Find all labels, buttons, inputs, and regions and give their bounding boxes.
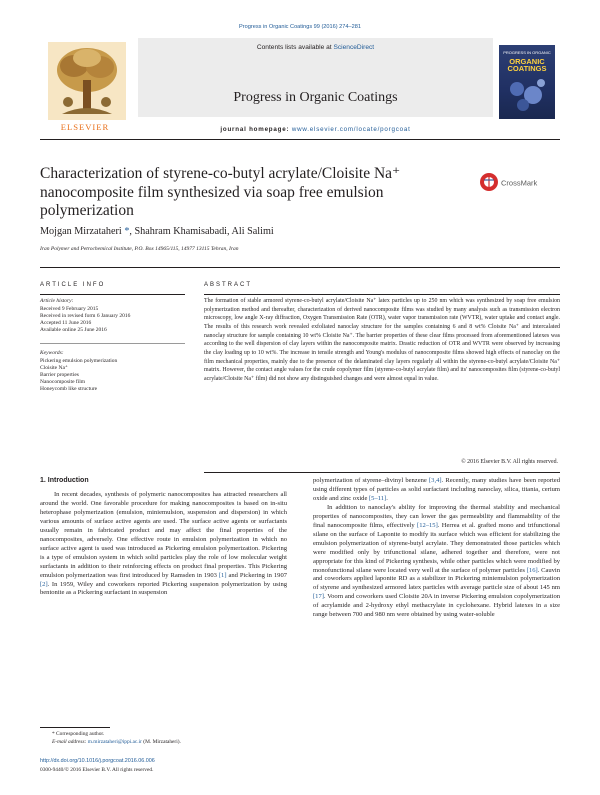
corresponding-author-note: * Corresponding author. [52,731,105,737]
footnote-rule [40,727,110,728]
reference-link[interactable]: [2] [40,580,48,588]
keyword-item: Nanocomposite film [40,379,86,386]
doi-link[interactable]: http://dx.doi.org/10.1016/j.porgcoat.2016.06.006 [40,758,155,764]
introduction-heading: 1. Introduction [40,477,89,484]
author-rest: , Shahram Khamisabadi, Ali Salimi [129,226,274,237]
author-list [40,226,274,237]
abstract-copyright: © 2016 Elsevier B.V. All rights reserved. [461,459,558,465]
text-run: . In 1959, Wiley and coworkers reported Pickering suspension polymerization by using bentonite as a Pickering surfactant in suspension [40,580,287,597]
abstract-text: The formation of stable armored styrene-co-butyl acrylate/Cloisite Na⁺ latex particles up to 250 nm which was synthesized by soap free emulsion polymerization method and thereafter, characterization of derived nanocomposite films was studied by many analysis such as transmission electron microscopy, low angle X-ray diffraction, Oxygen Transmission Rate (OTR), water vapor transmission rate (WVTR), water uptake and contact angle. The results of this research work revealed exfoliated nanoclay structure for the samples containing 6 and 8 wt% Cloisite Na⁺ and intercalated nanoclay structure for sample containing 10 wt% Cloisite Na⁺. The barrier properties of these clear films processed from aforementioned latexes was according to the well dispersion of clay layers within the nanocomposite matrix. Drastic reduction of OTR and WVTR were observed by increasing the clay loading up to 10 wt%. The increase in tensile strength and Young's modulus of nanocomposite films showed high effects of nanoclay on the film mechanical properties, mainly due to the presence of the delaminated clay layers regularly all within the styrene-co-butyl acrylate/Cloisite Na⁺ matrix. However, the contact angle values for the crude copolymer film (styrene-co-butyl acrylate film) and its' nanocomposites film (styrene-co-butyl acrylate/Cloisite Na⁺ film) did not show any distinguished changes and were almost equal in value. [204,298,560,382]
keyword-item: Cloisite Na⁺ [40,365,68,372]
history-item: Received in revised form 6 January 2016 [40,313,131,320]
text-run: In recent decades, synthesis of polymeric nanocomposites has attracted researchers all around the world. One favorable procedure for making nanocomposites is based on in-situ heterophase polymerization (emulsion, miniemulsion, suspension and dispersion) in which various amounts of surface active agents are used. The surface active agents or surfactants usually remain in fabricated product and may affect the final properties of the nanocomposites, adversely. One effective route in emulsion polymerization in which no surface active agent is used was introduced as Pickering emulsion polymerization. Pickering is a type of emulsion system in which solid particles play the role of low molecular weight surfactants in addition to their reinforcing effects on product final properties. This Pickering emulsion polymerization was first introduced by Ramsden in 1903 [40,491,287,579]
header-divider [40,139,560,140]
sciencedirect-link[interactable]: ScienceDirect [333,44,375,51]
contents-prefix: Contents lists available at [256,44,334,51]
reference-link[interactable]: [5–11] [369,494,387,502]
reference-link[interactable]: [17] [313,593,324,601]
cover-graphic [505,75,549,115]
body-column-left [40,491,287,598]
abstract-heading: ABSTRACT [204,282,253,288]
reference-link[interactable]: [12–15] [417,521,438,529]
text-run: . [386,494,388,502]
reference-link[interactable]: [3,4] [428,477,442,484]
keyword-item: Honeycomb like structure [40,386,98,393]
homepage-label: journal homepage: [220,126,292,133]
intro-paragraph-2 [313,504,560,620]
history-label: Article history: [40,298,74,304]
contents-line [138,44,493,51]
cover-title-small: PROGRESS IN ORGANIC [503,50,551,55]
text-run: polymerization of styrene–divinyl benzene [313,477,429,484]
author-affiliation: Iran Polymer and Petrochemical Institute, P.O. Box 14965/115, 14977 13115 Tehran, Iran [40,246,239,252]
journal-homepage [138,126,493,133]
crossmark-label: CrossMark [501,178,538,188]
email-link[interactable]: m.mirzataheri@ippi.ac.ir [87,739,142,745]
journal-cover-image [499,45,555,119]
reference-link[interactable]: [16] [526,566,538,574]
email-suffix: (M. Mirzataheri). [141,739,181,745]
keyword-item: Pickering emulsion polymerization [40,358,118,364]
history-item: Accepted 11 June 2016 [40,320,92,327]
intro-paragraph-1 [40,491,287,598]
abstract-end-rule [204,472,560,473]
reference-link[interactable]: [1] [218,571,227,579]
elsevier-wordmark: ELSEVIER [60,122,110,132]
abstract-rule [204,294,560,295]
email-label: E-mail address: [52,739,88,745]
text-run: . Cauvin and coworkers applied laponite RD as a stabilizer in Pickering miniemulsion polymerization of styrene and synthesized armored latex particles with average particle size of about 145 nm [313,566,561,592]
homepage-url[interactable]: www.elsevier.com/locate/porgcoat [291,126,411,133]
article-title: Characterization of styrene-co-butyl acrylate/Cloisite Na⁺ nanocomposite film synthesized via soap free emulsion polymerization [40,165,401,219]
title-divider [40,267,560,268]
text-run: . Herrea et al. grafted mono and trifunctional silane on the surface of Laponite to modify its surface which was efficient for stabilizing the emulsion polymerization of styrene-butyl acrylate. They demonstrated those particles which were modified only by trifunctional silane, adhered together and therefore, were not appropriate for this kind of Pickering synthesis, while other particles which were modified by monofunctional silane were located very well at the surface of polymer particles [313,521,561,574]
article-info-rule [40,294,185,295]
history-item: Received 9 February 2015 [40,306,99,312]
text-run: . Voorn and coworkers used Cloisite 20A in inverse Pickering emulsion copolymerization of acrylamide and 2-hydroxy ethyl methacrylate in cyclohexane. Hybrid latexes in a size range between 700 and 980 nm were obtained by using water-soluble [313,593,560,619]
keywords-list [40,358,117,393]
keyword-item: Barrier properties [40,372,79,379]
journal-citation[interactable]: Progress in Organic Coatings 99 (2016) 274–281 [239,24,361,30]
history-item: Available online 25 June 2016 [40,327,107,334]
corresponding-author-mark[interactable]: * [121,226,130,237]
journal-title: Progress in Organic Coatings [233,90,398,105]
keywords-divider [40,343,185,344]
keywords-label: Keywords: [40,350,64,356]
email-footnote [52,739,181,745]
issn-copyright: 0300-9440/© 2016 Elsevier B.V. All rights reserved. [40,767,154,773]
cover-title-large: ORGANIC COATINGS [507,57,547,73]
text-run: In addition to nanoclay's ability for improving the thermal stability and mechanical properties of nanocomposites, they can lower the gas permeability and flammability of the final nanocomposite films, effectively [313,503,560,529]
intro-paragraph-continued [313,477,560,504]
text-run: . Recently, many studies have been reported using different types of particles as solid surfactant including nanoclay, silica, titania, cerium oxide and zinc oxide [313,477,560,502]
article-info-heading: ARTICLE INFO [40,282,106,288]
body-column-right [313,477,560,620]
history-list [40,306,130,334]
text-run: and Pickering in 1907 [226,571,287,579]
author-first: Mojgan Mirzataheri [40,226,122,237]
crossmark-badge[interactable] [479,171,569,193]
